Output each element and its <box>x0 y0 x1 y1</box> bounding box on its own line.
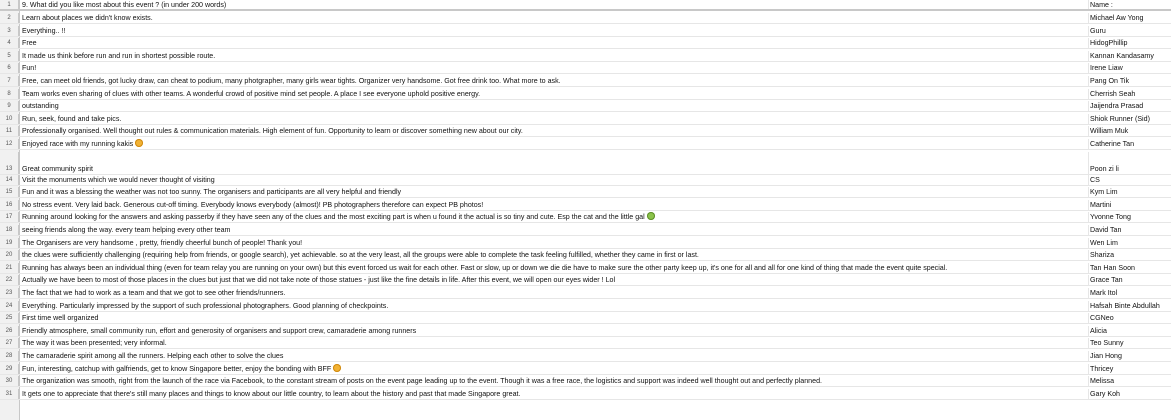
answer-cell[interactable] <box>22 139 1084 149</box>
answer-cell[interactable] <box>22 338 1084 348</box>
table-row[interactable] <box>0 175 1171 186</box>
table-row[interactable] <box>0 238 1171 249</box>
row-number[interactable]: 25 <box>0 313 19 323</box>
table-row[interactable] <box>0 338 1171 349</box>
table-row[interactable] <box>0 26 1171 37</box>
cell-text: The way it was been presented; very informal. <box>22 339 167 348</box>
table-row[interactable] <box>0 63 1171 74</box>
cell-text: Professionally organised. Well thought out rules & communication materials. High element of fun. Opportunity to learn or discover something new about our city. <box>22 127 523 136</box>
row-number[interactable]: 11 <box>0 126 19 136</box>
name-header-cell[interactable]: Name : <box>1088 0 1171 9</box>
cell-text: The organization was smooth, right from the launch of the race via Facebook, to the constant stream of posts on the event page leading up to the event. Though it was a free race, the logistics and support was indeed well thought out and perfectly planned. <box>22 377 822 386</box>
answer-cell[interactable] <box>22 26 1084 36</box>
name-cell[interactable]: Wen Lim <box>1088 238 1171 248</box>
question-header-cell[interactable] <box>22 0 1084 9</box>
row-number[interactable]: 28 <box>0 351 19 361</box>
answer-cell[interactable] <box>22 250 1084 260</box>
row-number[interactable]: 17 <box>0 212 19 222</box>
answer-cell[interactable] <box>22 263 1084 273</box>
table-row[interactable] <box>0 225 1171 236</box>
answer-cell[interactable] <box>22 275 1084 285</box>
name-cell[interactable]: Gary Koh <box>1088 389 1171 399</box>
cell-text: No stress event. Very laid back. Generous cut-off timing. Everybody knows everybody (almost)! PB photographers therefore can expect PB photos! <box>22 200 484 209</box>
row-number[interactable]: 1 <box>0 0 19 9</box>
answer-cell[interactable] <box>22 212 1084 222</box>
name-cell[interactable]: Grace Tan <box>1088 275 1171 285</box>
name-cell[interactable]: Irene Liaw <box>1088 63 1171 73</box>
table-row[interactable] <box>0 389 1171 400</box>
answer-cell[interactable] <box>22 101 1084 111</box>
name-cell[interactable]: Pang On Tik <box>1088 76 1171 86</box>
table-row[interactable] <box>0 275 1171 286</box>
name-cell[interactable]: Alicia <box>1088 326 1171 336</box>
cell-text: Everything.. !! <box>22 26 66 35</box>
table-row[interactable] <box>0 51 1171 62</box>
row-number[interactable]: 23 <box>0 288 19 298</box>
answer-cell[interactable] <box>22 126 1084 136</box>
row-number[interactable]: 26 <box>0 326 19 336</box>
cell-text: Free <box>22 39 37 48</box>
answer-cell[interactable] <box>22 51 1084 61</box>
answer-cell[interactable] <box>22 301 1084 311</box>
table-row[interactable] <box>0 38 1171 49</box>
name-cell[interactable]: CS <box>1088 175 1171 185</box>
cell-text: Enjoyed race with my running kakis <box>22 140 134 148</box>
answer-cell[interactable] <box>22 38 1084 48</box>
cell-text: It gets one to appreciate that there's still many places and things to know about our little country, to learn about the history and past that made Singapore great. <box>22 389 521 398</box>
table-row[interactable] <box>0 288 1171 299</box>
name-cell[interactable]: Cherrish Seah <box>1088 89 1171 99</box>
cell-text: The camaraderie spirit among all the runners. Helping each other to solve the clues <box>22 352 284 360</box>
table-row[interactable] <box>0 89 1171 100</box>
name-cell[interactable]: Jaijendra Prasad <box>1088 101 1171 111</box>
answer-cell[interactable] <box>22 152 1084 174</box>
name-cell[interactable]: Thricey <box>1088 364 1171 374</box>
table-row[interactable] <box>0 139 1171 150</box>
cell-text: Team works even sharing of clues with other teams. A wonderful crowd of positive mind set people. A place I see everyone uphold positive energy. <box>22 89 481 98</box>
row-number[interactable]: 27 <box>0 338 19 348</box>
row-number[interactable]: 10 <box>0 114 19 124</box>
table-row[interactable] <box>0 313 1171 324</box>
name-cell[interactable]: Tan Han Soon <box>1088 263 1171 273</box>
name-cell[interactable]: Jian Hong <box>1088 351 1171 361</box>
name-cell[interactable]: HidogPhillip <box>1088 38 1171 48</box>
answer-cell[interactable] <box>22 225 1084 235</box>
answer-cell[interactable] <box>22 187 1084 197</box>
table-row[interactable] <box>0 200 1171 211</box>
cell-text: Fun, interesting, catchup with galfriends, get to know Singapore better, enjoy the bonding with BFF <box>22 364 332 373</box>
row-number[interactable]: 18 <box>0 225 19 235</box>
answer-cell[interactable] <box>22 13 1084 23</box>
name-cell[interactable]: Melissa <box>1088 376 1171 386</box>
row-number[interactable]: 22 <box>0 275 19 285</box>
table-row[interactable] <box>0 326 1171 337</box>
cell-text: Learn about places we didn't know exists. <box>22 14 153 22</box>
cell-text: The fact that we had to work as a team and that we got to see other friends/runners. <box>22 289 286 297</box>
name-cell[interactable]: Shiok Runner (Sid) <box>1088 114 1171 124</box>
name-cell[interactable]: Kym Lim <box>1088 187 1171 197</box>
cell-text: First time well organized <box>22 314 99 323</box>
smile-emoji-icon <box>333 364 341 372</box>
table-row[interactable] <box>0 126 1171 137</box>
name-cell[interactable]: Michael Aw Yong <box>1088 13 1171 23</box>
name-cell[interactable]: Yvonne Tong <box>1088 212 1171 222</box>
row-number[interactable]: 20 <box>0 250 19 260</box>
row-number[interactable]: 13 <box>0 152 19 174</box>
name-cell[interactable]: Kannan Kandasamy <box>1088 51 1171 61</box>
name-cell[interactable]: Shariza <box>1088 250 1171 260</box>
name-cell[interactable]: Guru <box>1088 26 1171 36</box>
table-row[interactable] <box>0 263 1171 274</box>
row-number[interactable]: 15 <box>0 187 19 197</box>
cell-text: the clues were sufficiently challenging (requiring help from friends, or google search), yet achievable. so at the very least, all the groups were able to complete the task feeling fulfilled, whether they came in first or last. <box>22 251 699 260</box>
cell-text: It made us think before run and run in shortest possible route. <box>22 51 216 60</box>
cell-text: Visit the monuments which we would never thought of visiting <box>22 175 215 184</box>
name-cell[interactable]: Catherine Tan <box>1088 139 1171 149</box>
row-number[interactable]: 31 <box>0 389 19 399</box>
row-number[interactable]: 9 <box>0 101 19 111</box>
name-cell[interactable]: William Muk <box>1088 126 1171 136</box>
table-row[interactable] <box>0 301 1171 312</box>
answer-cell[interactable] <box>22 63 1084 73</box>
row-number[interactable]: 24 <box>0 301 19 311</box>
table-row[interactable] <box>0 101 1171 112</box>
answer-cell[interactable] <box>22 288 1084 298</box>
row-number[interactable]: 19 <box>0 238 19 248</box>
name-cell[interactable]: Poon zi li <box>1088 152 1171 174</box>
cell-text: Everything. Particularly impressed by the support of such professional photographers. Good planning of checkpoints. <box>22 301 389 310</box>
answer-cell[interactable] <box>22 326 1084 336</box>
table-row[interactable] <box>0 212 1171 223</box>
cell-text: Run, seek, found and take pics. <box>22 114 122 123</box>
name-cell[interactable]: David Tan <box>1088 225 1171 235</box>
answer-cell[interactable] <box>22 76 1084 86</box>
answer-cell[interactable] <box>22 114 1084 124</box>
table-row[interactable] <box>0 13 1171 24</box>
cell-text: Running has always been an individual thing (even for team relay you are running on your own) but this event forced us wait for each other. Fast or slow, up or down we die die have to make sure the other party keep up, it's one for all and all for one kind of thing that made the event quite special. <box>22 263 948 272</box>
answer-cell[interactable] <box>22 376 1084 386</box>
table-row[interactable] <box>0 76 1171 87</box>
cell-text: seeing friends along the way. every team helping every other team <box>22 226 231 234</box>
row-number[interactable]: 29 <box>0 364 19 374</box>
row-number[interactable]: 3 <box>0 26 19 36</box>
cell-text: The Organisers are very handsome , pretty, friendly cheerful bunch of people! Thank you! <box>22 238 303 247</box>
cell-text: Great community spirit <box>22 164 93 173</box>
header-row[interactable] <box>0 0 1171 11</box>
row-number[interactable]: 16 <box>0 200 19 210</box>
row-number[interactable]: 6 <box>0 63 19 73</box>
row-number[interactable]: 30 <box>0 376 19 386</box>
row-number[interactable]: 8 <box>0 89 19 99</box>
name-cell[interactable]: Teo Sunny <box>1088 338 1171 348</box>
table-row[interactable] <box>0 114 1171 125</box>
cell-text: Actually we have been to most of those places in the clues but just that we did not take note of those statues - just like the fine details in life. After this event, we will open our eyes wider ! Lol <box>22 276 616 285</box>
row-number[interactable]: 5 <box>0 51 19 61</box>
smile-emoji-icon <box>135 139 143 147</box>
row-number[interactable]: 21 <box>0 263 19 273</box>
row-number[interactable]: 12 <box>0 139 19 149</box>
table-row[interactable] <box>0 364 1171 375</box>
answer-cell[interactable] <box>22 389 1084 399</box>
cell-text: Friendly atmosphere, small community run, effort and generosity of organisers and support crew, camaraderie among runners <box>22 326 417 335</box>
row-number[interactable]: 7 <box>0 76 19 86</box>
row-number[interactable]: 4 <box>0 38 19 48</box>
cell-text: Free, can meet old friends, got lucky draw, can cheat to podium, many photgrapher, many girls wear tights. Organizer very handsome. Got free drink too. What more to ask. <box>22 77 561 85</box>
answer-cell[interactable] <box>22 200 1084 210</box>
answer-cell[interactable] <box>22 364 1084 374</box>
answer-cell[interactable] <box>22 351 1084 361</box>
answer-cell[interactable] <box>22 238 1084 248</box>
table-row[interactable] <box>0 187 1171 198</box>
row-number[interactable]: 2 <box>0 13 19 23</box>
table-row[interactable] <box>0 152 1171 175</box>
name-cell[interactable]: CGNeo <box>1088 313 1171 323</box>
table-row[interactable] <box>0 250 1171 261</box>
cell-text: Fun! <box>22 64 37 73</box>
answer-cell[interactable] <box>22 313 1084 323</box>
name-cell[interactable]: Hafsah Binte Abdullah <box>1088 301 1171 311</box>
name-cell[interactable]: Mark Itol <box>1088 288 1171 298</box>
cell-text: outstanding <box>22 102 59 111</box>
answer-cell[interactable] <box>22 89 1084 99</box>
cell-text: Fun and it was a blessing the weather was not too sunny. The organisers and participants are all very helpful and friendly <box>22 188 402 197</box>
cell-text: Running around looking for the answers and asking passerby if they have seen any of the clues and the most exciting part is when u found it the actual is so tiny and cute. Esp the cat and the little gal <box>22 213 645 222</box>
table-row[interactable] <box>0 376 1171 387</box>
answer-cell[interactable] <box>22 175 1084 185</box>
grin-emoji-icon <box>647 212 655 220</box>
cell-text: 9. What did you like most about this event ? (in under 200 words) <box>22 1 227 9</box>
row-number[interactable]: 14 <box>0 175 19 185</box>
table-row[interactable] <box>0 351 1171 362</box>
name-cell[interactable]: Martini <box>1088 200 1171 210</box>
